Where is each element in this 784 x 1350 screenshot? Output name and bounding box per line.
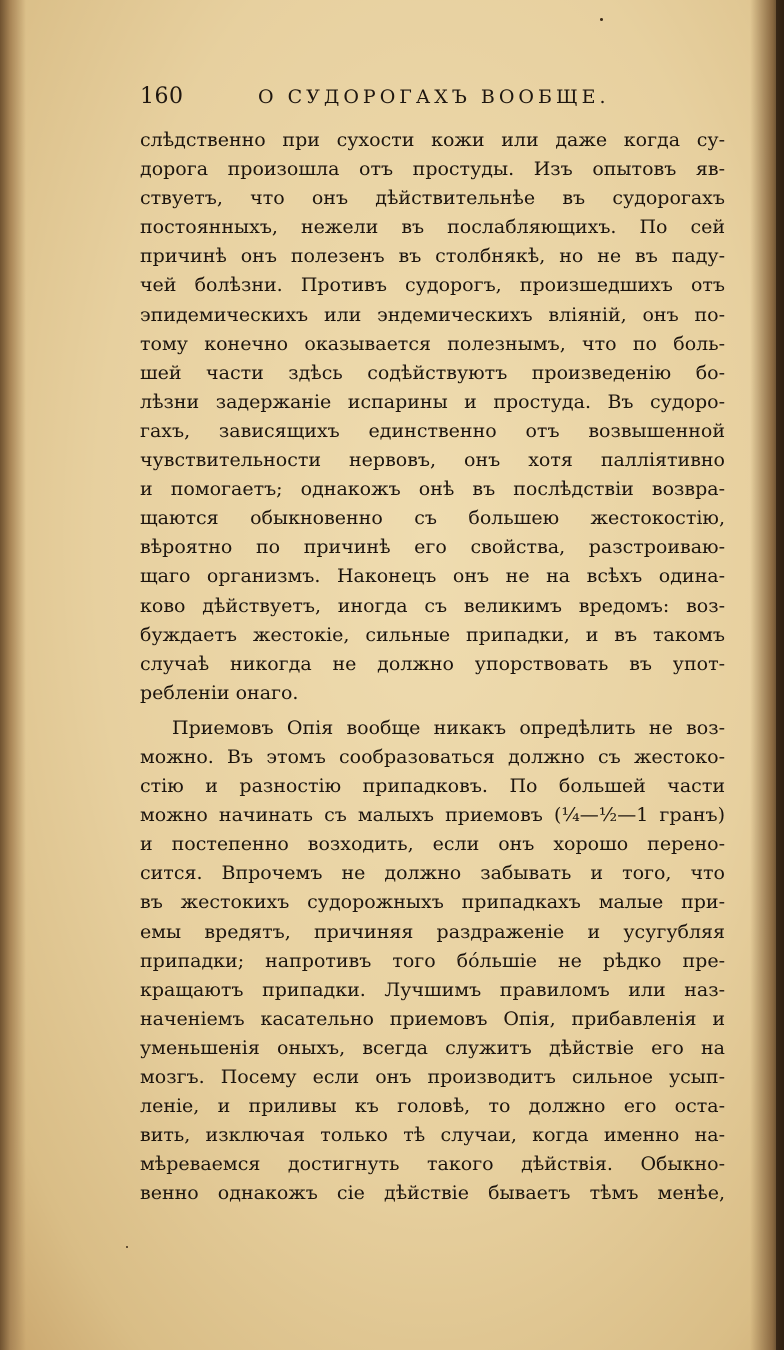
text-line: и помогаетъ; однакожъ онѣ въ послѣдствіи возвра- (140, 478, 725, 501)
text-line: леніе, и приливы къ головѣ, то должно его оста- (140, 1095, 725, 1118)
page-left-shadow (0, 0, 26, 1350)
text-line: венно однакожъ сіе дѣйствіе бываетъ тѣмъ менѣе, (140, 1182, 725, 1205)
text-line: ребленіи онаго. (140, 681, 299, 704)
text-line: постоянныхъ, нежели въ послабляющихъ. По сей (140, 216, 725, 239)
page-number: 160 (140, 84, 184, 109)
text-line: можно начинать съ малыхъ приемовъ (¼—½—1 гранъ) (140, 804, 725, 827)
running-title: О СУДОРОГАХЪ ВООБЩЕ. (258, 86, 610, 108)
text-line: наченіемъ касательно приемовъ Опія, прибавленія и (140, 1007, 725, 1030)
text-line: уменьшенія оныхъ, всегда служитъ дѣйствіе его на (140, 1036, 725, 1059)
text-line: щаго организмъ. Наконецъ онъ не на всѣхъ одина- (140, 565, 725, 588)
text-line: лѣзни задержаніе испарины и простуда. Въ судоро- (140, 390, 725, 413)
text-line: дорога произошла отъ простуды. Изъ опытовъ яв- (140, 158, 725, 181)
text-line: чей болѣзни. Противъ судорогъ, произшедшихъ отъ (140, 274, 725, 297)
text-line: вить, изключая только тѣ случаи, когда именно на- (140, 1124, 725, 1147)
text-line: въ жестокихъ судорожныхъ припадкахъ малые при- (140, 891, 725, 914)
paragraph (140, 714, 725, 1209)
text-line: шей части здѣсь содѣйствуютъ произведенію бо- (140, 361, 725, 384)
text-line: можно. Въ этомъ сообразоваться должно съ жестоко- (140, 745, 725, 768)
text-line: чувствительности нервовъ, онъ хотя палліятивно (140, 449, 725, 472)
text-line: сится. Впрочемъ не должно забывать и того, что (140, 862, 725, 885)
ink-speck (126, 1246, 128, 1248)
text-line: мозгъ. Посему если онъ производитъ сильное усып- (140, 1066, 725, 1088)
text-line: припадки; напротивъ того бóльшіе не рѣдко пре- (140, 949, 725, 972)
text-line: слѣдственно при сухости кожи или даже когда су- (140, 129, 725, 151)
body-text (140, 126, 725, 1208)
text-line: буждаетъ жестокіе, сильные припадки, и въ такомъ (140, 623, 725, 646)
text-line: эпидемическихъ или эндемическихъ вліяній, онъ по- (140, 303, 725, 326)
text-line: гахъ, зависящихъ единственно отъ возвышенной (140, 419, 725, 442)
text-line: мѣреваемся достигнуть такого дѣйствія. Обыкно- (140, 1153, 725, 1176)
text-line: Приемовъ Опія вообще никакъ опредѣлить не воз- (172, 716, 725, 739)
paragraph (140, 126, 725, 708)
text-line: причинѣ онъ полезенъ въ столбнякѣ, но не въ паду- (140, 245, 725, 268)
text-line: вѣроятно по причинѣ его свойства, разстроиваю- (140, 536, 725, 559)
text-line: случаѣ никогда не должно упорствовать въ упот- (140, 652, 725, 675)
page-binding-edge (776, 0, 784, 1350)
text-line: щаются обыкновенно съ большею жестокостію, (140, 507, 725, 530)
text-line: емы вредятъ, причиняя раздраженіе и усугубляя (140, 920, 725, 943)
text-line: и постепенно возходить, если онъ хорошо перено- (140, 833, 725, 856)
text-line: ствуетъ, что онъ дѣйствительнѣе въ судорогахъ (140, 187, 725, 210)
text-line: кращаютъ припадки. Лучшимъ правиломъ или наз- (140, 978, 725, 1001)
text-line: ково дѣйствуетъ, иногда съ великимъ вредомъ: воз- (140, 594, 725, 617)
text-line: стію и разностію припадковъ. По большей части (140, 775, 725, 798)
ink-speck (600, 18, 603, 21)
page-header (140, 82, 610, 116)
text-line: тому конечно оказывается полезнымъ, что по боль- (140, 332, 725, 355)
